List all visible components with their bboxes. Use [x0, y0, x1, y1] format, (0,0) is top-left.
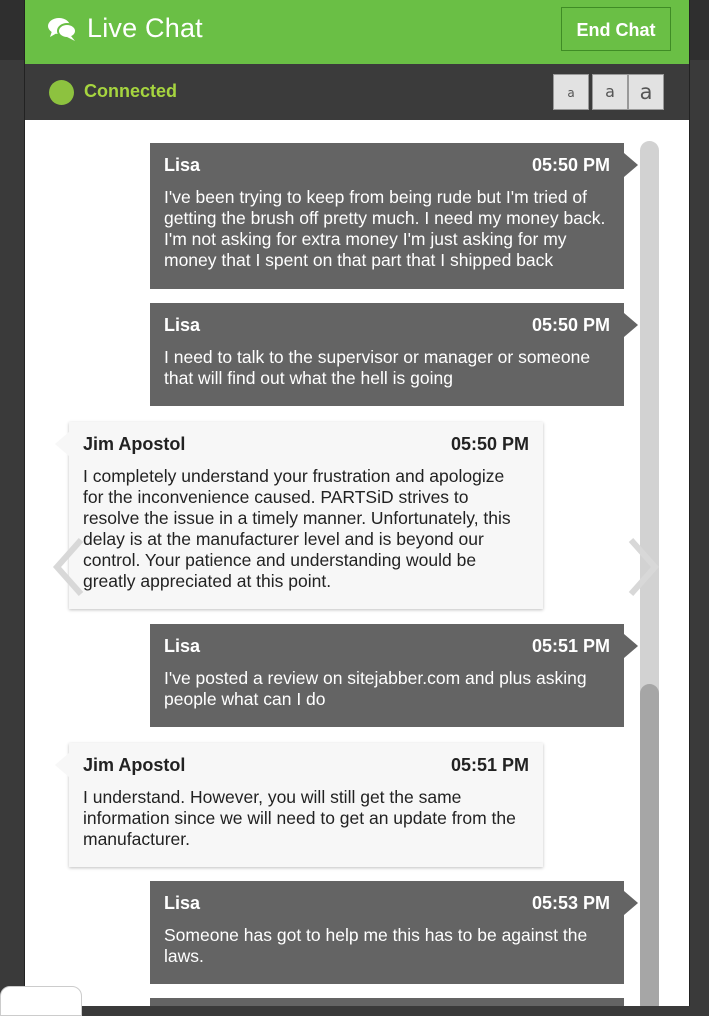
connected-status-dot [49, 80, 74, 105]
message-sender: Jim Apostol [83, 755, 186, 775]
visitor-message-partial [150, 998, 624, 1006]
chat-header [25, 0, 689, 64]
message-sender: Lisa [164, 636, 201, 656]
chat-title: Live Chat [87, 13, 203, 43]
font-size-medium-button[interactable]: a [592, 74, 628, 110]
message-sender: Lisa [164, 315, 201, 335]
message-text: Someone has got to help me this has to be against the laws. [164, 925, 588, 966]
chat-bubbles-icon [47, 16, 77, 42]
message-text: I completely understand your frustration and apologize for the inconvenience caused. PARTSiD strives to resolve the issue in a timely manner. Unfortunately, this delay is at the manufacturer level and is beyond our control. Your patience and understanding would be greatly appreciated at this point. [83, 466, 511, 591]
visitor-message [150, 143, 624, 289]
font-size-large-button[interactable]: a [628, 74, 664, 110]
scrollbar-thumb[interactable] [640, 684, 659, 1006]
message-time: 05:51 PM [450, 755, 529, 775]
message-text: I've been trying to keep from being rude but I'm tried of getting the brush off pretty much. I need my money back. I'm not asking for extra money I'm just asking for my money that I spent on that part that I shipped back [164, 187, 606, 270]
message-sender: Jim Apostol [83, 434, 186, 454]
live-chat-widget [24, 0, 690, 1006]
message-time: 05:50 PM [531, 155, 610, 175]
message-sender: Lisa [164, 155, 201, 175]
agent-message [69, 743, 543, 867]
end-chat-button[interactable]: End Chat [561, 7, 671, 51]
font-size-small-button[interactable]: a [553, 74, 589, 110]
message-time: 05:50 PM [531, 315, 610, 335]
message-text: I've posted a review on sitejabber.com and plus asking people what can I do [164, 668, 587, 709]
message-time: 05:50 PM [450, 434, 529, 454]
message-text: I need to talk to the supervisor or manager or someone that will find out what the hell is going [164, 347, 591, 388]
visitor-message [150, 881, 624, 984]
previous-arrow-icon[interactable] [51, 536, 91, 598]
next-arrow-icon[interactable] [621, 536, 661, 598]
message-text: I understand. However, you will still get the same information since we will need to get an update from the manufacturer. [83, 787, 516, 849]
visitor-message [150, 303, 624, 406]
connection-status: Connected [84, 81, 178, 101]
bottom-corner-tab[interactable] [0, 986, 82, 1016]
message-time: 05:53 PM [531, 893, 610, 913]
visitor-message [150, 624, 624, 727]
status-bar [25, 64, 689, 120]
message-sender: Lisa [164, 893, 201, 913]
message-time: 05:51 PM [531, 636, 610, 656]
agent-message [69, 422, 543, 609]
